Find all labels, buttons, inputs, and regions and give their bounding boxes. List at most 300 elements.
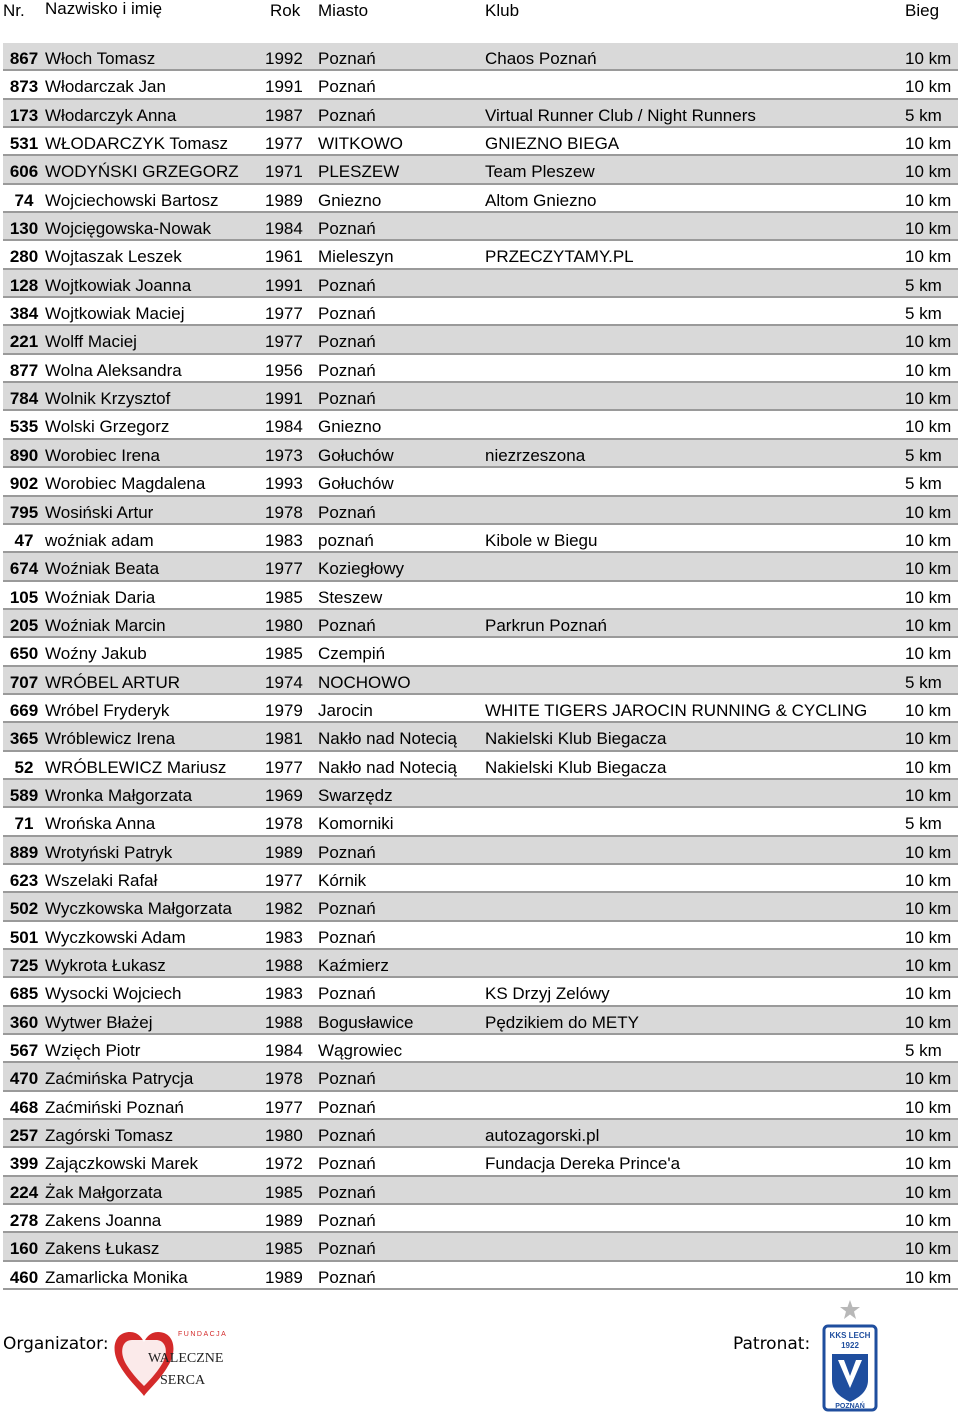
cell-rok: 1987	[265, 105, 303, 125]
cell-nr: 128	[9, 275, 39, 295]
table-row	[3, 808, 958, 836]
cell-bieg: 10 km	[905, 559, 952, 579]
cell-miasto: Koziegłowy	[318, 559, 404, 579]
cell-miasto: Poznań	[318, 275, 376, 295]
cell-miasto: poznań	[318, 530, 374, 550]
header-bieg: Bieg	[905, 1, 940, 20]
cell-nr: 674	[9, 559, 39, 579]
table-row	[3, 156, 958, 184]
cell-rok: 1971	[265, 162, 303, 182]
cell-nr: 130	[9, 219, 39, 239]
cell-name: Wrotyński Patryk	[45, 842, 173, 862]
cell-bieg: 10 km	[905, 1154, 952, 1174]
cell-miasto: Poznań	[318, 332, 376, 352]
cell-name: Wojtkowiak Joanna	[45, 275, 192, 295]
cell-miasto: Poznań	[318, 615, 376, 635]
cell-rok: 1989	[265, 842, 303, 862]
table-row	[3, 752, 958, 780]
table-row	[3, 411, 958, 439]
table-row	[3, 922, 958, 950]
table-row	[3, 1205, 958, 1233]
cell-rok: 1961	[265, 247, 303, 267]
cell-bieg: 10 km	[905, 417, 952, 437]
table-row	[3, 978, 958, 1006]
cell-bieg: 5 km	[905, 275, 942, 295]
cell-miasto: Mieleszyn	[318, 247, 394, 267]
cell-rok: 1978	[265, 502, 303, 522]
cell-nr: 278	[9, 1211, 39, 1231]
cell-name: Woźniak Marcin	[45, 615, 166, 635]
cell-nr: 365	[9, 729, 39, 749]
cell-nr: 360	[9, 1012, 39, 1032]
header-name: Nazwisko i imię	[45, 0, 163, 18]
cell-bieg: 10 km	[905, 1069, 952, 1089]
cell-bieg: 10 km	[905, 1211, 952, 1231]
cell-bieg: 5 km	[905, 814, 942, 834]
table-row	[3, 326, 958, 354]
cell-miasto: PLESZEW	[318, 162, 400, 182]
cell-miasto: WITKOWO	[318, 134, 403, 154]
cell-miasto: Jarocin	[318, 700, 373, 720]
cell-rok: 1982	[265, 899, 303, 919]
cell-miasto: Poznań	[318, 1154, 376, 1174]
cell-miasto: Poznań	[318, 105, 376, 125]
cell-bieg: 5 km	[905, 672, 942, 692]
table-row	[3, 270, 958, 298]
cell-klub: niezrzeszona	[485, 445, 586, 465]
table-row	[3, 837, 958, 865]
cell-rok: 1988	[265, 956, 303, 975]
cell-nr: 468	[9, 1097, 39, 1117]
cell-miasto: Swarzędz	[318, 785, 393, 805]
cell-bieg: 10 km	[905, 247, 952, 267]
cell-rok: 1978	[265, 1069, 303, 1089]
cell-nr: 889	[9, 842, 39, 862]
cell-rok: 1977	[265, 1097, 303, 1117]
cell-name: Wszelaki Rafał	[45, 870, 158, 890]
cell-name: Zakens Łukasz	[45, 1239, 160, 1259]
cell-nr: 873	[9, 77, 39, 97]
table-row	[3, 695, 958, 723]
cell-name: Zamarlicka Monika	[45, 1267, 188, 1287]
cell-klub: Parkrun Poznań	[485, 615, 607, 635]
cell-miasto: Poznań	[318, 389, 376, 409]
cell-miasto: Gołuchów	[318, 445, 394, 465]
cell-miasto: Gniezno	[318, 190, 382, 210]
cell-rok: 1991	[265, 389, 303, 409]
cell-miasto: Poznań	[318, 77, 376, 97]
table-row	[3, 1148, 958, 1176]
cell-nr: 795	[9, 502, 39, 522]
table-row	[3, 667, 958, 695]
cell-name: Wolnik Krzysztof	[45, 389, 171, 409]
cell-bieg: 10 km	[905, 360, 952, 380]
table-row	[3, 497, 958, 525]
table-row	[3, 100, 958, 128]
cell-miasto: Poznań	[318, 899, 376, 919]
logo-text-fundacja: FUNDACJA	[178, 1331, 228, 1338]
cell-bieg: 10 km	[905, 1012, 952, 1032]
logo-text-serca: SERCA	[160, 1373, 206, 1388]
cell-klub: Pędzikiem do METY	[485, 1012, 639, 1032]
cell-miasto: Poznań	[318, 49, 376, 68]
cell-nr: 707	[9, 672, 39, 692]
cell-nr: 606	[9, 162, 39, 182]
table-row	[3, 213, 958, 241]
header-miasto: Miasto	[318, 1, 369, 20]
cell-miasto: Poznań	[318, 1239, 376, 1259]
cell-nr: 890	[9, 445, 39, 465]
cell-nr: 877	[9, 360, 39, 380]
cell-bieg: 10 km	[905, 1267, 952, 1287]
cell-name: Wronka Małgorzata	[45, 785, 193, 805]
cell-nr: 224	[9, 1182, 39, 1202]
cell-rok: 1977	[265, 757, 303, 777]
cell-rok: 1977	[265, 304, 303, 324]
cell-klub: GNIEZNO BIEGA	[485, 134, 620, 154]
cell-miasto: Nakło nad Notecią	[318, 757, 457, 777]
cell-klub: Team Pleszew	[485, 162, 595, 182]
cell-miasto: Poznań	[318, 1097, 376, 1117]
cell-klub: autozagorski.pl	[485, 1126, 600, 1146]
cell-miasto: Gniezno	[318, 417, 382, 437]
cell-rok: 1973	[265, 445, 303, 465]
table-row	[3, 1120, 958, 1148]
cell-rok: 1977	[265, 870, 303, 890]
table-row	[3, 1262, 958, 1290]
cell-rok: 1991	[265, 275, 303, 295]
cell-nr: 52	[14, 757, 34, 777]
cell-nr: 784	[9, 389, 39, 409]
cell-miasto: Nakło nad Notecią	[318, 729, 457, 749]
cell-klub: Chaos Poznań	[485, 49, 597, 68]
cell-miasto: Poznań	[318, 984, 376, 1004]
table-row	[3, 723, 958, 751]
cell-bieg: 10 km	[905, 899, 952, 919]
cell-bieg: 5 km	[905, 304, 942, 324]
cell-name: Wojcięgowska-Nowak	[45, 219, 211, 239]
table-row	[3, 1007, 958, 1035]
lech-logo-text-top: KKS LECH	[829, 1331, 871, 1340]
cell-rok: 1977	[265, 559, 303, 579]
cell-name: Wróbel Fryderyk	[45, 700, 170, 720]
cell-rok: 1979	[265, 700, 303, 720]
cell-miasto: Poznań	[318, 304, 376, 324]
cell-miasto: Poznań	[318, 219, 376, 239]
cell-klub: PRZECZYTAMY.PL	[485, 247, 634, 267]
table-header	[0, 0, 960, 24]
cell-bieg: 10 km	[905, 389, 952, 409]
cell-name: Włodarczyk Anna	[45, 105, 177, 125]
cell-miasto: Poznań	[318, 502, 376, 522]
cell-name: Włodarczak Jan	[45, 77, 166, 97]
table-row	[3, 128, 958, 156]
cell-klub: WHITE TIGERS JAROCIN RUNNING & CYCLING	[485, 700, 868, 720]
cell-rok: 1984	[265, 219, 303, 239]
cell-miasto: NOCHOWO	[318, 672, 411, 692]
cell-bieg: 10 km	[905, 502, 952, 522]
cell-name: Woźniak Beata	[45, 559, 160, 579]
cell-rok: 1983	[265, 984, 303, 1004]
table-row	[3, 468, 958, 496]
cell-nr: 535	[9, 417, 39, 437]
cell-rok: 1977	[265, 332, 303, 352]
cell-rok: 1988	[265, 1012, 303, 1032]
cell-nr: 589	[9, 785, 39, 805]
cell-nr: 399	[9, 1154, 39, 1174]
cell-rok: 1984	[265, 1041, 303, 1061]
cell-bieg: 10 km	[905, 1239, 952, 1259]
cell-nr: 71	[14, 814, 34, 834]
table-row	[3, 383, 958, 411]
table-row	[3, 185, 958, 213]
cell-miasto: Wągrowiec	[318, 1041, 403, 1061]
cell-name: Wolski Grzegorz	[45, 417, 170, 437]
cell-bieg: 10 km	[905, 1097, 952, 1117]
cell-name: Zaćmiński Poznań	[45, 1097, 184, 1117]
cell-name: woźniak adam	[45, 530, 154, 550]
cell-nr: 502	[9, 899, 39, 919]
cell-bieg: 10 km	[905, 757, 952, 777]
cell-name: Woźny Jakub	[45, 644, 147, 664]
table-row	[3, 553, 958, 581]
cell-bieg: 10 km	[905, 530, 952, 550]
cell-klub: Fundacja Dereka Prince'a	[485, 1154, 681, 1174]
cell-name: Wosiński Artur	[45, 502, 154, 522]
cell-rok: 1985	[265, 1239, 303, 1259]
cell-bieg: 10 km	[905, 984, 952, 1004]
cell-bieg: 10 km	[905, 49, 952, 68]
cell-name: Wrońska Anna	[45, 814, 156, 834]
cell-name: Wyczkowska Małgorzata	[45, 899, 232, 919]
table-row	[3, 893, 958, 921]
table-row	[3, 525, 958, 553]
cell-bieg: 10 km	[905, 870, 952, 890]
cell-rok: 1991	[265, 77, 303, 97]
cell-name: Wolna Aleksandra	[45, 360, 182, 380]
cell-nr: 623	[9, 870, 39, 890]
cell-bieg: 10 km	[905, 332, 952, 352]
cell-rok: 1983	[265, 530, 303, 550]
cell-nr: 685	[9, 984, 39, 1004]
cell-nr: 501	[9, 927, 39, 947]
cell-bieg: 10 km	[905, 700, 952, 720]
cell-nr: 105	[9, 587, 39, 607]
cell-name: WŁODARCZYK Tomasz	[45, 134, 228, 154]
cell-name: Woźniak Daria	[45, 587, 156, 607]
cell-nr: 867	[9, 49, 39, 68]
cell-name: Worobiec Irena	[45, 445, 160, 465]
cell-nr: 902	[9, 474, 39, 494]
cell-rok: 1989	[265, 1211, 303, 1231]
table-row	[3, 638, 958, 666]
cell-nr: 47	[14, 530, 34, 550]
kks-lech-poznan-logo	[820, 1298, 880, 1413]
results-table	[3, 43, 958, 1290]
cell-bieg: 10 km	[905, 842, 952, 862]
cell-bieg: 10 km	[905, 644, 952, 664]
cell-rok: 1977	[265, 134, 303, 154]
cell-miasto: Kaźmierz	[318, 956, 389, 975]
cell-miasto: Poznań	[318, 1211, 376, 1231]
cell-bieg: 10 km	[905, 956, 952, 975]
cell-name: Zajączkowski Marek	[45, 1154, 199, 1174]
logo-text-waleczne: WALECZNE	[148, 1351, 224, 1366]
table-row	[3, 780, 958, 808]
table-row	[3, 1092, 958, 1120]
cell-bieg: 10 km	[905, 729, 952, 749]
cell-rok: 1983	[265, 927, 303, 947]
cell-rok: 1989	[265, 190, 303, 210]
cell-nr: 470	[9, 1069, 39, 1089]
cell-bieg: 10 km	[905, 162, 952, 182]
footer	[0, 1290, 960, 1413]
header-klub: Klub	[485, 1, 520, 20]
cell-miasto: Kórnik	[318, 870, 367, 890]
organizer-label: Organizator:	[3, 1334, 109, 1354]
cell-klub: Nakielski Klub Biegacza	[485, 729, 667, 749]
cell-rok: 1969	[265, 785, 303, 805]
table-row	[3, 1063, 958, 1091]
cell-miasto: Bogusławice	[318, 1012, 414, 1032]
cell-miasto: Poznań	[318, 927, 376, 947]
cell-bieg: 10 km	[905, 190, 952, 210]
cell-bieg: 5 km	[905, 1041, 942, 1061]
cell-miasto: Czempiń	[318, 644, 386, 664]
cell-rok: 1984	[265, 417, 303, 437]
cell-name: Wróblewicz Irena	[45, 729, 176, 749]
cell-nr: 280	[9, 247, 39, 267]
cell-rok: 1980	[265, 1126, 303, 1146]
cell-nr: 74	[14, 190, 34, 210]
cell-klub: KS Drzyj Zelówy	[485, 984, 610, 1004]
cell-name: Żak Małgorzata	[45, 1182, 163, 1202]
cell-nr: 384	[9, 304, 39, 324]
cell-name: Wojciechowski Bartosz	[45, 190, 219, 210]
cell-bieg: 5 km	[905, 445, 942, 465]
table-row	[3, 1035, 958, 1063]
cell-name: WODYŃSKI GRZEGORZ	[45, 162, 239, 182]
table-row	[3, 440, 958, 468]
cell-nr: 567	[9, 1041, 39, 1061]
cell-nr: 725	[9, 956, 39, 975]
star-icon	[840, 1300, 860, 1319]
cell-klub: Altom Gniezno	[485, 190, 597, 210]
cell-klub: Virtual Runner Club / Night Runners	[485, 105, 756, 125]
cell-bieg: 10 km	[905, 134, 952, 154]
cell-nr: 257	[9, 1126, 39, 1146]
cell-bieg: 10 km	[905, 927, 952, 947]
cell-miasto: Poznań	[318, 842, 376, 862]
cell-bieg: 10 km	[905, 785, 952, 805]
cell-rok: 1980	[265, 615, 303, 635]
cell-nr: 669	[9, 700, 39, 720]
cell-name: Zaćmińska Patrycja	[45, 1069, 194, 1089]
table-row	[3, 610, 958, 638]
cell-name: Zakens Joanna	[45, 1211, 162, 1231]
header-nr: Nr.	[3, 1, 25, 20]
lech-logo-text-year: 1922	[841, 1341, 859, 1350]
cell-nr: 221	[9, 332, 39, 352]
cell-bieg: 5 km	[905, 474, 942, 494]
cell-name: Zagórski Tomasz	[45, 1126, 174, 1146]
cell-nr: 650	[9, 644, 39, 664]
table-row	[3, 950, 958, 978]
cell-miasto: Komorniki	[318, 814, 394, 834]
table-row	[3, 1233, 958, 1261]
cell-rok: 1956	[265, 360, 303, 380]
cell-name: Worobiec Magdalena	[45, 474, 206, 494]
cell-rok: 1993	[265, 474, 303, 494]
cell-name: Wolff Maciej	[45, 332, 137, 352]
table-row	[3, 241, 958, 269]
table-row	[3, 582, 958, 610]
cell-miasto: Poznań	[318, 1126, 376, 1146]
cell-miasto: Poznań	[318, 1182, 376, 1202]
cell-miasto: Gołuchów	[318, 474, 394, 494]
cell-bieg: 10 km	[905, 587, 952, 607]
cell-rok: 1985	[265, 644, 303, 664]
cell-rok: 1985	[265, 587, 303, 607]
cell-bieg: 10 km	[905, 1126, 952, 1146]
cell-name: Wytwer Błażej	[45, 1012, 153, 1032]
cell-name: Wykrota Łukasz	[45, 956, 166, 975]
lech-logo-text-bottom: POZNAŃ	[835, 1403, 865, 1410]
table-row	[3, 865, 958, 893]
table-row	[3, 355, 958, 383]
table-row	[3, 298, 958, 326]
fundacja-waleczne-serca-logo	[108, 1322, 228, 1402]
cell-miasto: Poznań	[318, 1267, 376, 1287]
cell-name: WRÓBLEWICZ Mariusz	[45, 757, 227, 777]
cell-rok: 1989	[265, 1267, 303, 1287]
cell-rok: 1974	[265, 672, 303, 692]
cell-name: Wyczkowski Adam	[45, 927, 186, 947]
header-rok: Rok	[270, 1, 301, 20]
patron-label: Patronat:	[733, 1334, 811, 1354]
cell-rok: 1985	[265, 1182, 303, 1202]
cell-klub: Kibole w Biegu	[485, 530, 598, 550]
table-row	[3, 43, 958, 71]
cell-nr: 205	[9, 615, 39, 635]
cell-nr: 460	[9, 1267, 39, 1287]
cell-name: Włoch Tomasz	[45, 49, 156, 68]
cell-nr: 173	[9, 105, 39, 125]
cell-name: Wojtkowiak Maciej	[45, 304, 185, 324]
cell-rok: 1972	[265, 1154, 303, 1174]
cell-name: Wzięch Piotr	[45, 1041, 141, 1061]
cell-rok: 1978	[265, 814, 303, 834]
cell-name: WRÓBEL ARTUR	[45, 672, 181, 692]
cell-bieg: 10 km	[905, 615, 952, 635]
cell-bieg: 10 km	[905, 1182, 952, 1202]
cell-klub: Nakielski Klub Biegacza	[485, 757, 667, 777]
table-row	[3, 1177, 958, 1205]
cell-rok: 1981	[265, 729, 303, 749]
cell-miasto: Poznań	[318, 360, 376, 380]
cell-nr: 531	[9, 134, 39, 154]
cell-bieg: 10 km	[905, 219, 952, 239]
cell-rok: 1992	[265, 49, 303, 68]
cell-name: Wojtaszak Leszek	[45, 247, 182, 267]
table-row	[3, 71, 958, 99]
cell-name: Wysocki Wojciech	[45, 984, 182, 1004]
cell-miasto: Steszew	[318, 587, 383, 607]
cell-nr: 160	[9, 1239, 39, 1259]
cell-bieg: 5 km	[905, 105, 942, 125]
cell-bieg: 10 km	[905, 77, 952, 97]
cell-miasto: Poznań	[318, 1069, 376, 1089]
